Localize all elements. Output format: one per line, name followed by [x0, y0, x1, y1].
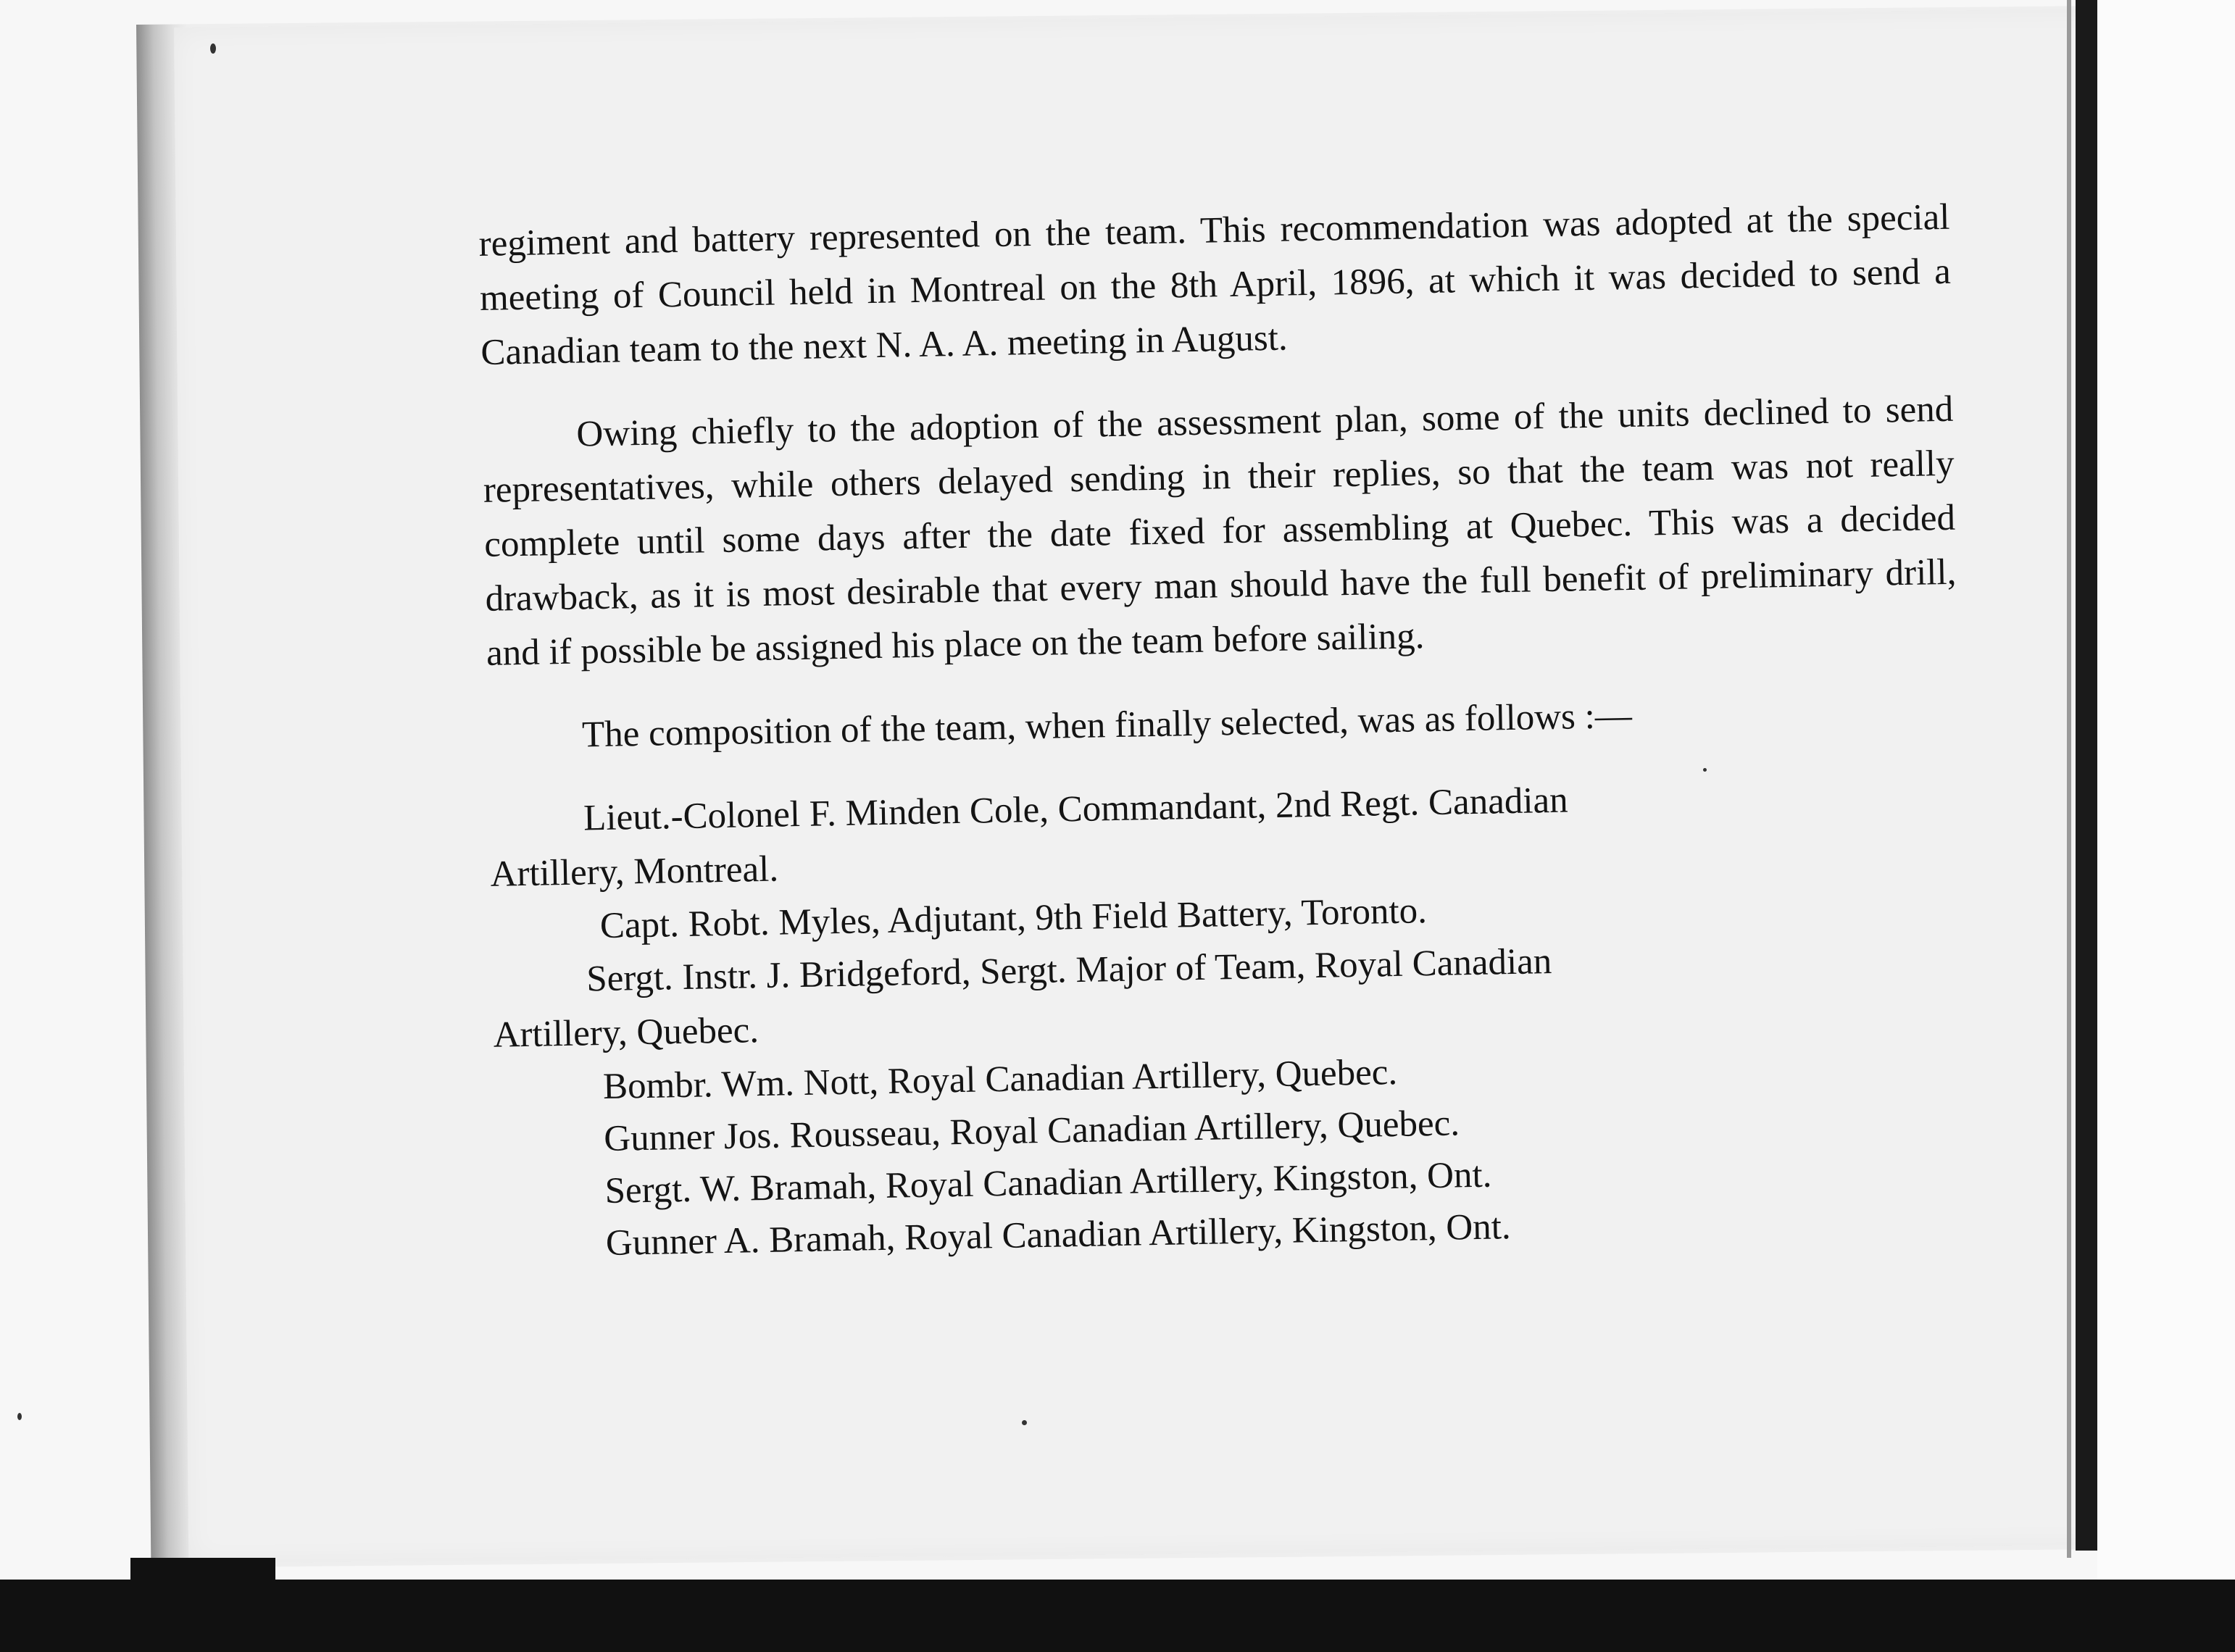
roster-entry-line: Bombr. Wm. Nott, Royal Canadian Artillery, Quebec.: [602, 1051, 1398, 1108]
right-margin: [2097, 0, 2235, 1580]
roster-entry-continuation: Artillery, Quebec.: [493, 1010, 759, 1056]
roster-entry-line: Sergt. W. Bramah, Royal Canadian Artillery, Kingston, Ont.: [604, 1154, 1492, 1212]
roster-entry-continuation: Artillery, Montreal.: [490, 848, 779, 895]
roster-entry-line: Gunner Jos. Rousseau, Royal Canadian Artillery, Quebec.: [603, 1103, 1460, 1160]
roster-entry-line: Gunner A. Bramah, Royal Canadian Artillery, Kingston, Ont.: [605, 1206, 1512, 1264]
paragraph-team-composition: The composition of the team, when finally selected, was as follows :—: [581, 695, 1633, 756]
body-text: [478, 191, 1968, 1272]
roster-entry-line: Lieut.-Colonel F. Minden Cole, Commandant, 2nd Regt. Canadian: [583, 780, 1569, 839]
paragraph-continuation: regiment and battery represented on the team. This recommendation was adopted at the special meeting of Council held in Montreal on the 8th April, 1896, at which it was decided to send a Canadian team to the next N. A. A. meeting in August.: [478, 196, 1952, 373]
right-binding-edge: [2076, 0, 2097, 1551]
scan-speck: [17, 1413, 22, 1420]
bottom-left-dark-corner: [130, 1558, 275, 1652]
page-right-edge: [2067, 0, 2071, 1558]
scan-speck: [210, 43, 216, 54]
bottom-dark-border: [0, 1580, 2235, 1652]
roster-entry-line: Sergt. Instr. J. Bridgeford, Sergt. Major of Team, Royal Canadian: [586, 941, 1552, 1000]
paragraph-assessment-plan: Owing chiefly to the adoption of the assessment plan, some of the units declined to send representatives, while others delayed sending in their replies, so that the team was not really complete until some days after the date fixed for assembling at Quebec. This was a decided drawback, as it is most desirable that every man should have the full benefit of preliminary drill, and if possible be assigned his place on the team before sailing.: [483, 388, 1957, 674]
team-roster: [489, 767, 1969, 1272]
scan-speck: [1022, 1420, 1027, 1425]
roster-entry-line: Capt. Robt. Myles, Adjutant, 9th Field Battery, Toronto.: [599, 890, 1428, 947]
